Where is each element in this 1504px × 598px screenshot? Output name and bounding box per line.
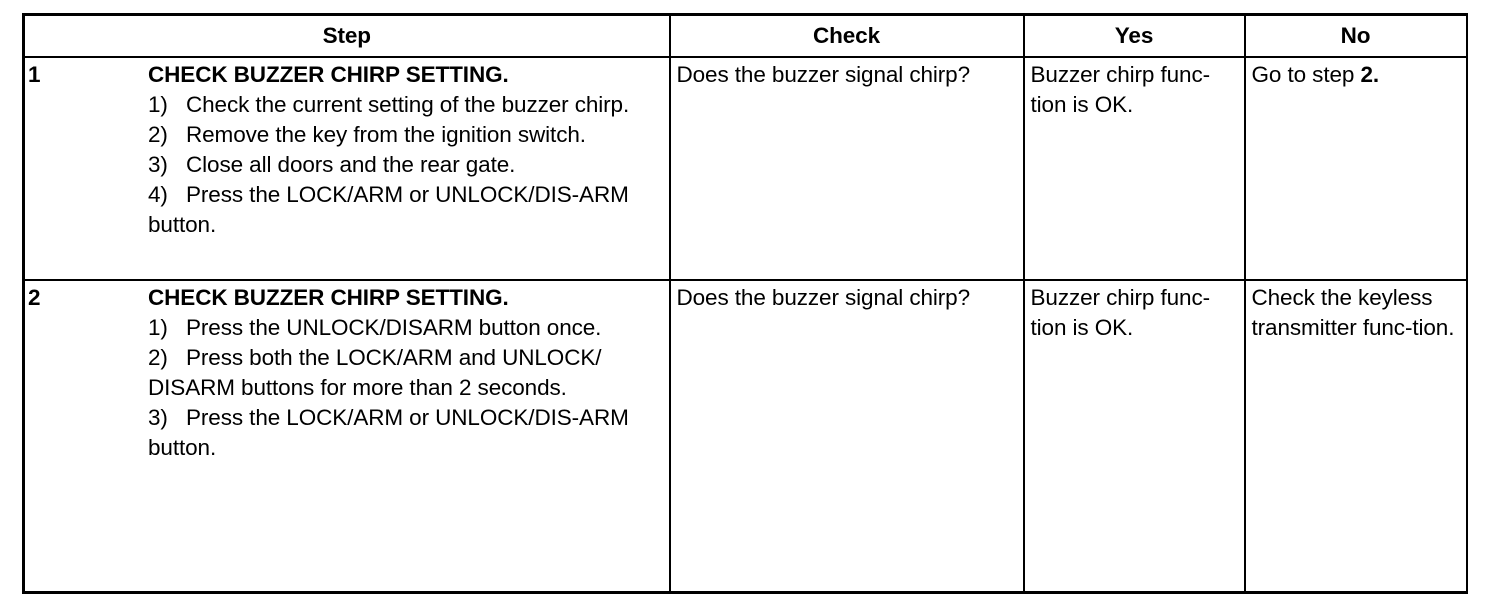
substep [148,120,661,150]
check-cell: Does the buzzer signal chirp? [670,280,1024,593]
substep-number: 2) [148,122,168,147]
substep [148,150,661,180]
substep-text: Remove the key from the ignition switch. [186,122,586,147]
yes-cell: Buzzer chirp func-tion is OK. [1024,280,1245,593]
step-body [148,283,669,463]
substep [148,180,661,240]
no-cell: Check the keyless transmitter func-tion. [1245,280,1467,593]
substep [148,403,661,463]
header-check: Check [670,15,1024,58]
substep-number: 3) [148,405,168,430]
header-row [24,15,1467,58]
substep [148,90,661,120]
table-row [24,280,1467,593]
step-cell [24,57,670,280]
substep-number: 2) [148,345,168,370]
no-cell [1245,57,1467,280]
step-title: CHECK BUZZER CHIRP SETTING. [148,285,509,310]
step-number: 1 [28,62,41,87]
substep-text: Press the UNLOCK/DISARM button once. [186,315,602,340]
step-number: 2 [28,285,41,310]
substep-number: 1) [148,92,168,117]
substep-text: Check the current setting of the buzzer chirp. [186,92,630,117]
substep-number: 4) [148,182,168,207]
check-cell: Does the buzzer signal chirp? [670,57,1024,280]
substep-text: Press both the LOCK/ARM and UNLOCK/ DISARM buttons for more than 2 seconds. [148,345,602,400]
header-yes: Yes [1024,15,1245,58]
step-title: CHECK BUZZER CHIRP SETTING. [148,62,509,87]
header-step: Step [24,15,670,58]
diagnostic-table [22,13,1468,594]
substep-text: Press the LOCK/ARM or UNLOCK/DIS-ARM button. [148,405,629,460]
step-cell [24,280,670,593]
yes-cell: Buzzer chirp func-tion is OK. [1024,57,1245,280]
substep-number: 1) [148,315,168,340]
substep [148,343,661,403]
step-body [148,60,669,240]
no-text: Go to step [1251,62,1361,87]
table-row [24,57,1467,280]
step-reference: 2. [1360,62,1380,87]
substep-number: 3) [148,152,168,177]
substep [148,313,661,343]
substep-text: Press the LOCK/ARM or UNLOCK/DIS-ARM button. [148,182,629,237]
substep-text: Close all doors and the rear gate. [186,152,516,177]
header-no: No [1245,15,1467,58]
